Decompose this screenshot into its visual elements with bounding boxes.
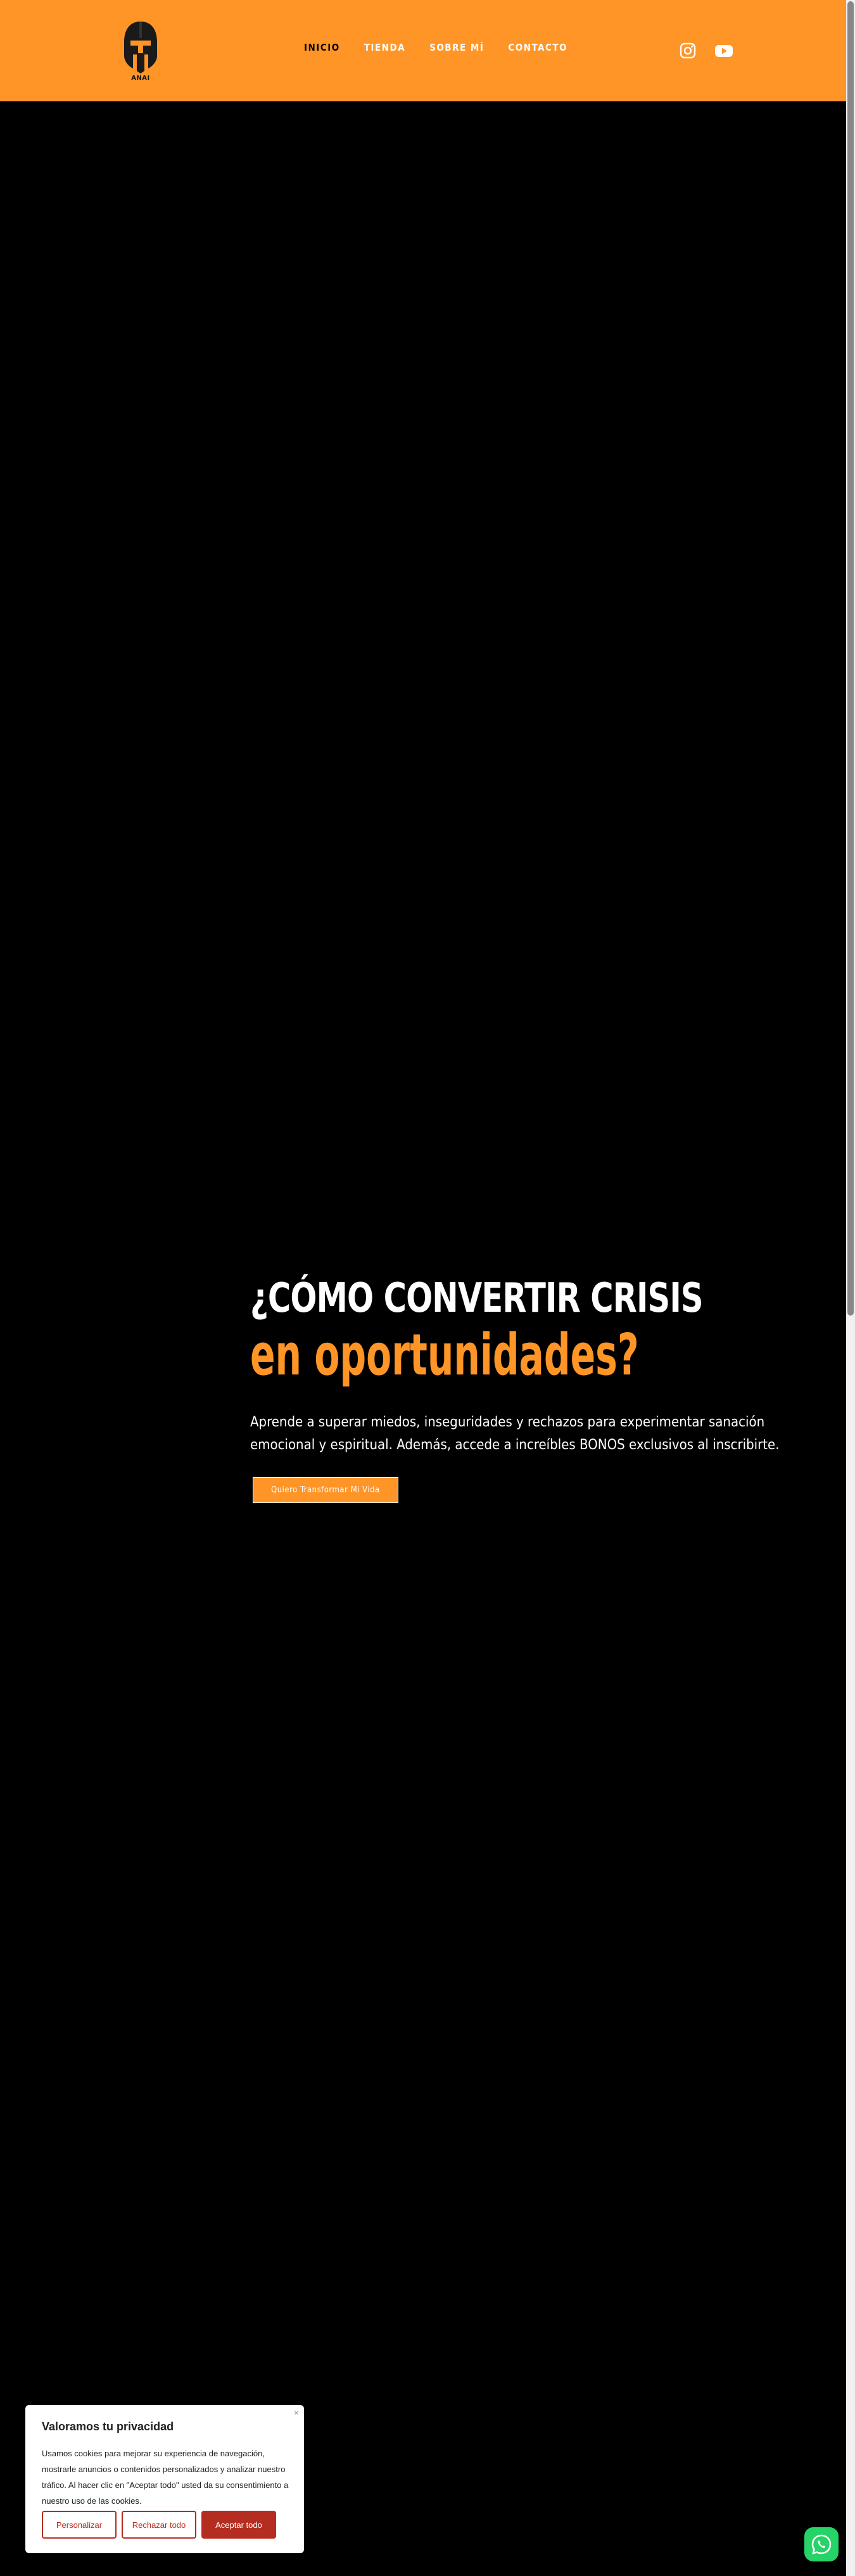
nav-item-inicio[interactable]: INICIO (304, 42, 340, 53)
instagram-icon[interactable] (679, 42, 697, 60)
youtube-icon[interactable] (714, 42, 732, 60)
nav-item-tienda[interactable]: TIENDA (364, 42, 406, 53)
accept-cookies-button[interactable]: Aceptar todo (201, 2511, 276, 2539)
cookie-actions (42, 2511, 276, 2539)
main-nav (304, 42, 592, 53)
customize-cookies-button[interactable]: Personalizar (42, 2511, 117, 2539)
hero-description: Aprende a superar miedos, inseguridades y rechazos para experimentar sanación emocional y espiritual. Además, accede a increíbles BONOS exclusivos al inscribirte. (250, 1414, 780, 1453)
hero-section (250, 1273, 795, 1503)
cookie-title: Valoramos tu privacidad (42, 2420, 174, 2433)
scrollbar-thumb[interactable] (847, 1, 854, 1316)
close-icon[interactable]: × (293, 2408, 299, 2418)
whatsapp-button[interactable] (804, 2527, 839, 2561)
whatsapp-icon (810, 2533, 833, 2556)
social-links (679, 42, 732, 60)
hero-title: ¿CÓMO CONVERTIR CRISIS (250, 1275, 703, 1322)
cookie-description: Usamos cookies para mejorar su experiencia de navegación, mostrarle anuncios o contenidos personalizados y analizar nuestro tráfico. Al hacer clic en "Aceptar todo" usted da su consentimiento a nuestro uso de las cookies. (42, 2449, 289, 2506)
nav-item-contacto[interactable]: CONTACTO (508, 42, 568, 53)
spartan-helmet-icon (120, 19, 161, 75)
cookie-banner (25, 2405, 304, 2553)
site-logo[interactable] (120, 19, 161, 85)
nav-item-sobre-mi[interactable]: SOBRE MÍ (429, 42, 484, 53)
reject-cookies-button[interactable]: Rechazar todo (122, 2511, 196, 2539)
transform-life-button[interactable]: Quiero Transformar Mi Vida (253, 1477, 398, 1503)
scrollbar[interactable] (846, 0, 855, 2576)
site-header (0, 0, 846, 101)
logo-text: ANAI (131, 75, 150, 82)
hero-subtitle: en oportunidades? (250, 1322, 639, 1388)
